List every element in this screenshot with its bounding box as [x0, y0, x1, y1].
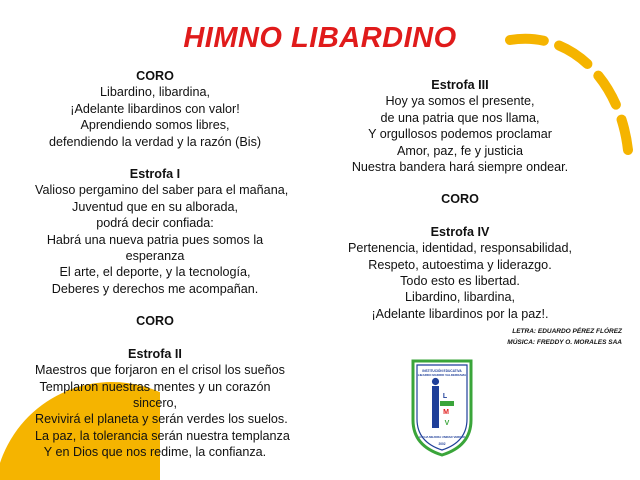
- lyric-line: Aprendiendo somos libres,: [80, 118, 230, 133]
- crest-letter-l: L: [442, 393, 448, 400]
- lyric-line: Todo esto es libertad.: [400, 274, 520, 289]
- crest-institution-line-2: LIBARDO MADRID VALDERRAMA: [417, 373, 467, 377]
- crest-letter-v: V: [444, 420, 450, 427]
- lyric-line: defendiendo la verdad y la razón (Bis): [48, 134, 262, 149]
- crest-year: 2002: [438, 442, 446, 446]
- lyric-line: Pertenencia, identidad, responsabilidad,: [347, 241, 573, 256]
- lyric-line: Libardino, libardina,: [100, 85, 210, 100]
- lyric-line: Revivirá el planeta y serán verdes los suelos.: [35, 412, 288, 427]
- lyric-line: Y en Dios que nos redime, la confianza.: [43, 445, 267, 460]
- crest-motto: LUCHA MEJORA UNIDAD VERDAD: [418, 435, 466, 439]
- section-heading: CORO: [441, 192, 479, 207]
- lyric-line: ¡Adelante libardinos por la paz!.: [371, 306, 549, 321]
- lyric-line: podrá decir confiada:: [96, 216, 214, 231]
- lyrics-credit: LETRA: EDUARDO PÉREZ FLÓREZ: [512, 328, 622, 335]
- section-heading: Estrofa II: [128, 346, 182, 361]
- section-heading: Estrofa I: [129, 167, 181, 182]
- lyric-line: Y orgullosos podemos proclamar: [368, 127, 552, 142]
- estrofa-4-block: [330, 224, 590, 322]
- lyric-line: Amor, paz, fe y justicia: [397, 143, 523, 158]
- page-title: HIMNO LIBARDINO: [183, 22, 457, 54]
- lyric-line: Hoy ya somos el presente,: [385, 94, 535, 109]
- estrofa-1-block: [35, 166, 289, 297]
- lyric-line: Maestros que forjaron en el crisol los sueños: [35, 363, 285, 378]
- lyric-line: El arte, el deporte, y la tecnología,: [59, 265, 251, 280]
- crest-letter-m: M: [443, 409, 449, 416]
- lyric-line: Templaron nuestras mentes y un corazón sincero,: [39, 379, 271, 410]
- coro-block: [35, 68, 275, 150]
- lyric-line: La paz, la tolerancia serán nuestra templanza: [35, 428, 290, 443]
- estrofa-2-block: [35, 346, 290, 461]
- lyric-line: ¡Adelante libardinos con valor!: [70, 101, 240, 116]
- right-column: [330, 77, 590, 338]
- music-credit: MÚSICA: FREDDY O. MORALES SAA: [507, 339, 622, 346]
- lyric-line: Libardino, libardina,: [405, 290, 515, 305]
- coro-block: [330, 191, 590, 207]
- school-crest-logo: [410, 358, 474, 458]
- lyric-line: Juventud que en su alborada,: [72, 199, 238, 214]
- section-heading: CORO: [136, 314, 174, 329]
- lyric-line: Habrá una nueva patria pues somos la esperanza: [46, 232, 264, 264]
- lyric-line: Deberes y derechos me acompañan.: [51, 281, 259, 296]
- section-heading: CORO: [136, 69, 174, 83]
- lyric-line: Valioso pergamino del saber para el mañana,: [35, 183, 289, 198]
- lyric-line: Respeto, autoestima y liderazgo.: [368, 257, 552, 272]
- left-column: [35, 68, 290, 477]
- section-heading: Estrofa IV: [430, 224, 490, 239]
- crest-institution-line-1: INSTITUCIÓN EDUCATIVA: [422, 369, 462, 373]
- coro-block: [35, 313, 275, 329]
- section-heading: Estrofa III: [431, 78, 489, 92]
- estrofa-3-block: [330, 77, 590, 175]
- credits: [442, 326, 622, 348]
- lyric-line: de una patria que nos llama,: [380, 110, 540, 125]
- lyric-line: Nuestra bandera hará siempre ondear.: [351, 160, 569, 175]
